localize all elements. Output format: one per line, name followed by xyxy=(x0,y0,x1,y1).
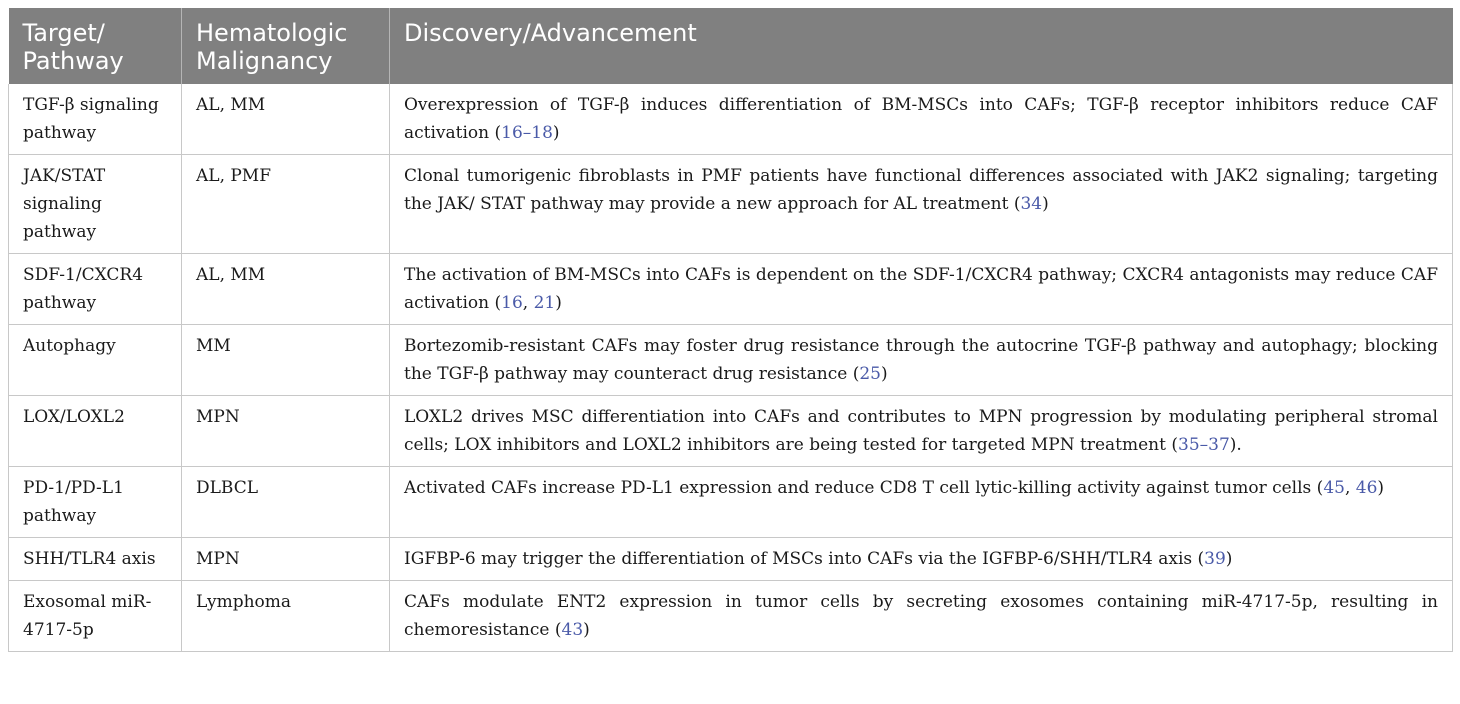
cell-target: PD-1/PD-L1 pathway xyxy=(9,467,182,538)
cell-target: Autophagy xyxy=(9,325,182,396)
reference-link[interactable]: 16 xyxy=(501,293,523,313)
cell-malignancy: DLBCL xyxy=(182,467,390,538)
table-row xyxy=(9,84,1453,155)
reference-link[interactable]: 43 xyxy=(561,620,584,640)
cell-discovery xyxy=(390,538,1453,581)
table-row xyxy=(9,581,1453,652)
cell-discovery xyxy=(390,581,1453,652)
discovery-suffix: ). xyxy=(1229,435,1242,455)
discovery-suffix: ) xyxy=(880,364,888,384)
discovery-text: LOXL2 drives MSC differentiation into CAFs and contributes to MPN progression by modulating peripheral stromal cells; LOX inhibitors and LOXL2 inhibitors are being tested for targeted MPN treatment ( xyxy=(404,407,1438,455)
table-row xyxy=(9,396,1453,467)
cell-target: SDF-1/CXCR4 pathway xyxy=(9,254,182,325)
reference-link[interactable]: 39 xyxy=(1204,549,1226,569)
reference-link[interactable]: 21 xyxy=(533,293,556,313)
discovery-suffix: ) xyxy=(1225,549,1233,569)
reference-link[interactable]: 46 xyxy=(1355,478,1378,498)
cell-target: Exosomal miR-4717-5p xyxy=(9,581,182,652)
reference-link[interactable]: 25 xyxy=(859,364,881,384)
cell-malignancy: MPN xyxy=(182,538,390,581)
table-row xyxy=(9,467,1453,538)
table-row xyxy=(9,325,1453,396)
discovery-text: Clonal tumorigenic fibroblasts in PMF patients have functional differences associated with JAK2 signaling; targeting the JAK/ STAT pathway may provide a new approach for AL treatment ( xyxy=(404,166,1438,214)
reference-link[interactable]: 45 xyxy=(1323,478,1345,498)
discovery-suffix: ) xyxy=(1042,194,1049,214)
cell-target: JAK/STAT signaling pathway xyxy=(9,155,182,254)
discovery-text: Bortezomib-resistant CAFs may foster drug resistance through the autocrine TGF-β pathway and autophagy; blocking the TGF-β pathway may counteract drug resistance ( xyxy=(404,336,1438,384)
cell-discovery xyxy=(390,155,1453,254)
cell-malignancy: Lymphoma xyxy=(182,581,390,652)
header-malignancy: Hematologic Malignancy xyxy=(182,8,390,84)
header-discovery: Discovery/Advancement xyxy=(390,8,1453,84)
discovery-suffix: ) xyxy=(583,620,590,640)
reference-link[interactable]: 34 xyxy=(1020,194,1043,214)
reference-link[interactable]: 16–18 xyxy=(501,123,553,143)
cell-discovery xyxy=(390,325,1453,396)
table-row xyxy=(9,155,1453,254)
discovery-text: Activated CAFs increase PD-L1 expression and reduce CD8 T cell lytic-killing activity against tumor cells ( xyxy=(404,478,1324,498)
cell-discovery: The activation of BM-MSCs into CAFs is dependent on the SDF-1/CXCR4 pathway; CXCR4 antagonists may reduce CAF activation (16, 21) xyxy=(390,254,1453,325)
table-row xyxy=(9,538,1453,581)
discovery-suffix: ) xyxy=(552,123,560,143)
cell-discovery xyxy=(390,396,1453,467)
discovery-text: The activation of BM-MSCs into CAFs is dependent on the SDF-1/CXCR4 pathway; CXCR4 antagonists may reduce CAF activation ( xyxy=(404,265,1438,313)
cell-malignancy: AL, PMF xyxy=(182,155,390,254)
discovery-text: CAFs modulate ENT2 expression in tumor cells by secreting exosomes containing miR-4717-5p, resulting in chemoresistance ( xyxy=(404,592,1438,640)
reference-link[interactable]: 35–37 xyxy=(1178,435,1230,455)
header-target: Target/ Pathway xyxy=(9,8,182,84)
cell-target: LOX/LOXL2 xyxy=(9,396,182,467)
cell-malignancy: AL, MM xyxy=(182,254,390,325)
cell-malignancy: MM xyxy=(182,325,390,396)
discovery-suffix: ) xyxy=(555,293,562,313)
cell-target: TGF-β signaling pathway xyxy=(9,84,182,155)
cell-discovery xyxy=(390,84,1453,155)
discovery-text: IGFBP-6 may trigger the differentiation of MSCs into CAFs via the IGFBP-6/SHH/TLR4 axis ( xyxy=(404,549,1205,569)
table-row xyxy=(9,254,1453,325)
cell-malignancy: AL, MM xyxy=(182,84,390,155)
pathway-table xyxy=(8,8,1453,652)
discovery-text: Overexpression of TGF-β induces differentiation of BM-MSCs into CAFs; TGF-β receptor inhibitors reduce CAF activation ( xyxy=(404,95,1438,143)
cell-discovery: Activated CAFs increase PD-L1 expression and reduce CD8 T cell lytic-killing activity against tumor cells (45, 46) xyxy=(390,467,1453,538)
header-row xyxy=(9,8,1453,84)
table-body xyxy=(9,84,1453,652)
cell-target: SHH/TLR4 axis xyxy=(9,538,182,581)
discovery-suffix: ) xyxy=(1377,478,1385,498)
cell-malignancy: MPN xyxy=(182,396,390,467)
